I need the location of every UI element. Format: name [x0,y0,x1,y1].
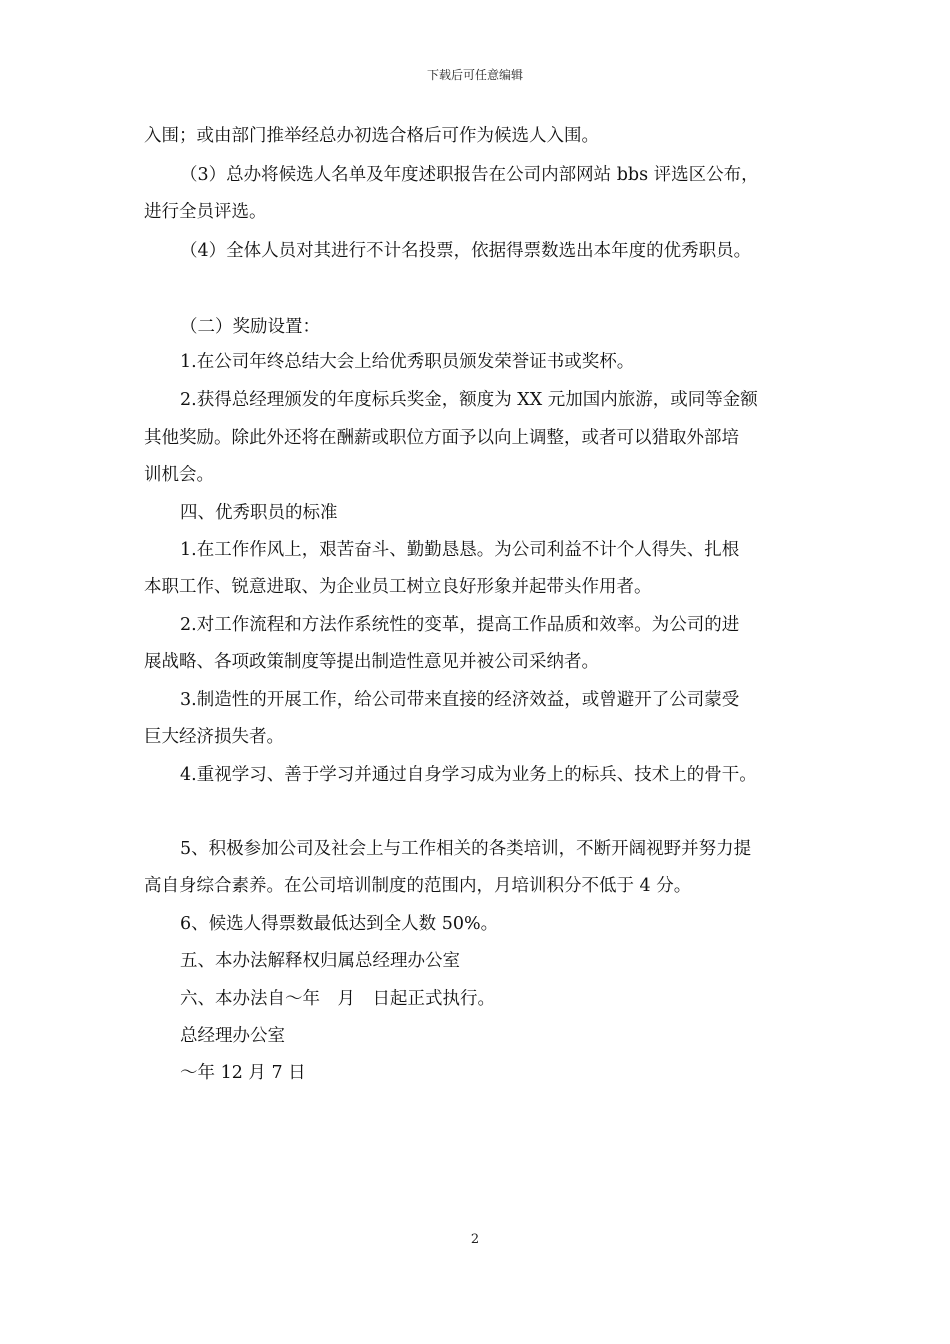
section-heading: （二）奖励设置： [180,317,320,337]
paragraph-line: （3）总办将候选人名单及年度述职报告在公司内部网站 bbs 评选区公布， [180,165,759,185]
page-header: 下载后可任意编辑 [426,68,523,82]
paragraph-line: 训机会。 [144,465,214,485]
section-heading: 六、本办法自～年 月 日起正式执行。 [180,989,495,1009]
paragraph-line: 巨大经济损失者。 [144,727,284,747]
signature-date: ～年 12 月 7 日 [180,1063,306,1083]
section-heading: 四、优秀职员的标准 [180,503,338,523]
paragraph-line: 入围；或由部门推举经总办初选合格后可作为候选人入围。 [144,126,599,146]
paragraph-line: 1.在工作作风上，艰苦奋斗、勤勤恳恳。为公司利益不计个人得失、扎根 [180,540,740,560]
paragraph-line: 6、候选人得票数最低达到全人数 50%。 [180,914,499,934]
paragraph-line: 高自身综合素养。在公司培训制度的范围内，月培训积分不低于 4 分。 [144,876,692,896]
paragraph-line: 2.获得总经理颁发的年度标兵奖金，额度为 XX 元加国内旅游，或同等金额 [180,390,758,410]
paragraph-line: 2.对工作流程和方法作系统性的变革，提高工作品质和效率。为公司的进 [180,615,740,635]
section-heading: 五、本办法解释权归属总经理办公室 [180,951,460,971]
page-number: 2 [470,1232,480,1247]
paragraph-line: 进行全员评选。 [144,202,267,222]
paragraph-line: （4）全体人员对其进行不计名投票，依据得票数选出本年度的优秀职员。 [180,241,752,261]
paragraph-line: 展战略、各项政策制度等提出制造性意见并被公司采纳者。 [144,652,599,672]
paragraph-line: 1.在公司年终总结大会上给优秀职员颁发荣誉证书或奖杯。 [180,352,635,372]
paragraph-line: 本职工作、锐意进取、为企业员工树立良好形象并起带头作用者。 [144,577,652,597]
paragraph-line: 5、积极参加公司及社会上与工作相关的各类培训，不断开阔视野并努力提 [180,839,752,859]
paragraph-line: 3.制造性的开展工作，给公司带来直接的经济效益，或曾避开了公司蒙受 [180,690,740,710]
signature-office: 总经理办公室 [180,1026,285,1046]
paragraph-line: 4.重视学习、善于学习并通过自身学习成为业务上的标兵、技术上的骨干。 [180,765,757,785]
paragraph-line: 其他奖励。除此外还将在酬薪或职位方面予以向上调整，或者可以猎取外部培 [144,428,739,448]
